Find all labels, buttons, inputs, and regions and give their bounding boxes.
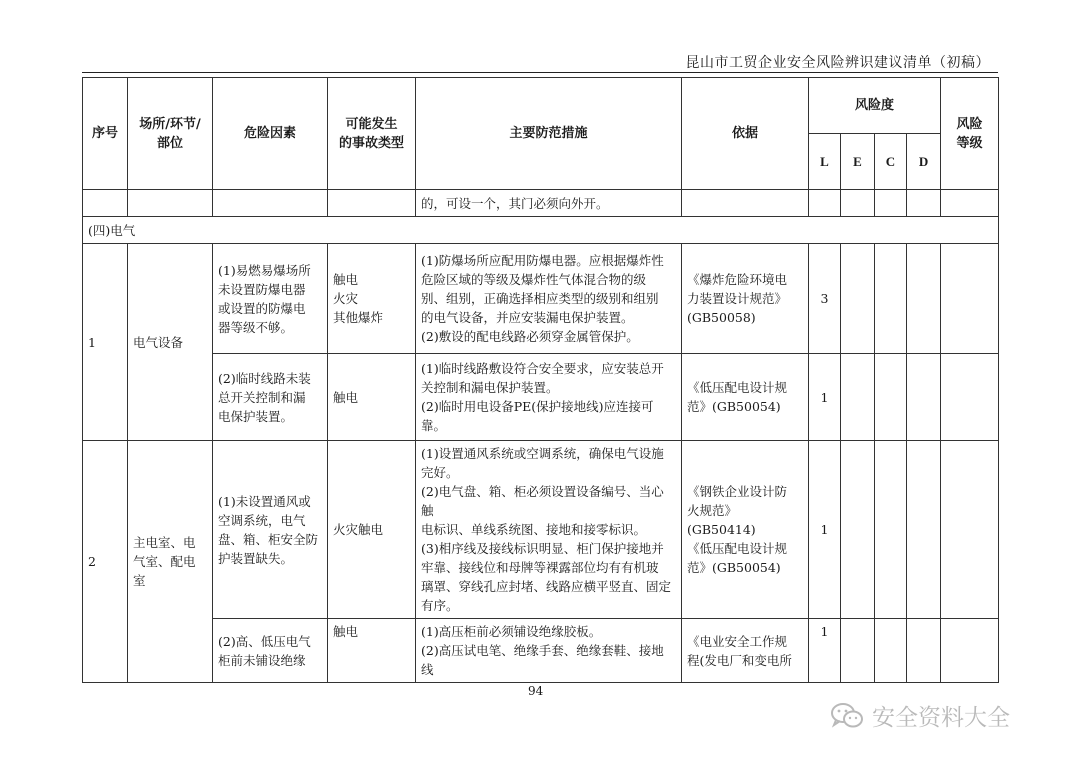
row-risk-D: [907, 441, 941, 619]
col-header-C: C: [875, 134, 907, 190]
row-place: 电气设备: [128, 244, 213, 441]
col-header-L: L: [809, 134, 841, 190]
row-risk-L: 1: [809, 354, 841, 441]
col-header-basis: 依据: [682, 78, 809, 190]
header-divider: [82, 72, 998, 73]
col-header-risk-level: 风险 等级: [941, 78, 999, 190]
row-hazard: (2)高、低压电气 柜前未铺设绝缘: [213, 619, 328, 683]
row-measures: (1)设置通风系统或空调系统，确保电气设施 完好。 (2)电气盘、箱、柜必须设置设备编号、当心触 电标识、单线系统图、接地和接零标识。 (3)相序线及接线标识明显、柜门保护接地并 牢靠、接线位和母牌等裸露部位均有有机玻 璃罩、穿线孔应封堵、线路应横平竖直、固定 有序。: [416, 441, 682, 619]
risk-identification-table: [82, 77, 999, 683]
row-measures: (1)临时线路敷设符合安全要求，应安装总开 关控制和漏电保护装置。 (2)临时用电设备PE(保护接地线)应连接可 靠。: [416, 354, 682, 441]
continuation-measures: 的，可设一个，其门必须向外开。: [416, 190, 682, 217]
table-row: [83, 244, 999, 354]
col-header-seq: 序号: [83, 78, 128, 190]
row-hazard: (1)易燃易爆场所 未设置防爆电器 或设置的防爆电 器等级不够。: [213, 244, 328, 354]
section-row: [83, 217, 999, 244]
col-header-measures: 主要防范措施: [416, 78, 682, 190]
row-risk-level: [941, 619, 999, 683]
row-measures: (1)防爆场所应配用防爆电器。应根据爆炸性 危险区域的等级及爆炸性气体混合物的级 别、组别，正确选择相应类型的级别和组别 的电气设备，并应安装漏电保护装置。 (2)敷设的配电线路必须穿金属管保护。: [416, 244, 682, 354]
row-hazard: (2)临时线路未装 总开关控制和漏 电保护装置。: [213, 354, 328, 441]
page-number: 94: [528, 684, 544, 698]
col-header-risk-degree: 风险度: [809, 78, 941, 134]
row-basis: 《电业安全工作规 程(发电厂和变电所: [682, 619, 809, 683]
row-risk-D: [907, 619, 941, 683]
row-basis: 《爆炸危险环境电 力装置设计规范》 (GB50058): [682, 244, 809, 354]
row-risk-E: [841, 244, 875, 354]
row-risk-E: [841, 354, 875, 441]
col-header-place: 场所/环节/ 部位: [128, 78, 213, 190]
row-risk-level: [941, 441, 999, 619]
col-header-accident-type: 可能发生 的事故类型: [328, 78, 416, 190]
table-row: [83, 619, 999, 683]
row-accident-type: 火灾触电: [328, 441, 416, 619]
continuation-row: [83, 190, 999, 217]
row-risk-C: [875, 244, 907, 354]
row-risk-C: [875, 619, 907, 683]
row-basis: 《钢铁企业设计防 火规范》(GB50414) 《低压配电设计规 范》(GB50054): [682, 441, 809, 619]
row-seq: 1: [83, 244, 128, 441]
row-measures: (1)高压柜前必须铺设绝缘胶板。 (2)高压试电笔、绝缘手套、绝缘套鞋、接地线: [416, 619, 682, 683]
row-risk-level: [941, 354, 999, 441]
watermark-text: 安全资料大全: [872, 705, 1010, 731]
row-risk-L: 1: [809, 441, 841, 619]
table-row: [83, 354, 999, 441]
col-header-hazard: 危险因素: [213, 78, 328, 190]
table-row: [83, 441, 999, 619]
row-risk-E: [841, 441, 875, 619]
row-place: 主电室、电 气室、配电 室: [128, 441, 213, 683]
section-title: (四)电气: [83, 217, 999, 244]
row-seq: 2: [83, 441, 128, 683]
col-header-D: D: [907, 134, 941, 190]
row-risk-D: [907, 244, 941, 354]
row-accident-type: 触电: [328, 354, 416, 441]
row-risk-E: [841, 619, 875, 683]
row-basis: 《低压配电设计规 范》(GB50054): [682, 354, 809, 441]
row-risk-level: [941, 244, 999, 354]
col-header-E: E: [841, 134, 875, 190]
row-accident-type: 触电 火灾 其他爆炸: [328, 244, 416, 354]
row-risk-C: [875, 354, 907, 441]
row-risk-D: [907, 354, 941, 441]
row-risk-C: [875, 441, 907, 619]
row-hazard: (1)未设置通风或 空调系统，电气 盘、箱、柜安全防 护装置缺失。: [213, 441, 328, 619]
wechat-icon: [830, 701, 864, 731]
row-risk-L: 3: [809, 244, 841, 354]
document-header-title: 昆山市工贸企业安全风险辨识建议清单（初稿）: [685, 55, 990, 71]
watermark: [830, 699, 1010, 732]
row-accident-type: 触电: [328, 619, 416, 683]
row-risk-L: 1: [809, 619, 841, 683]
